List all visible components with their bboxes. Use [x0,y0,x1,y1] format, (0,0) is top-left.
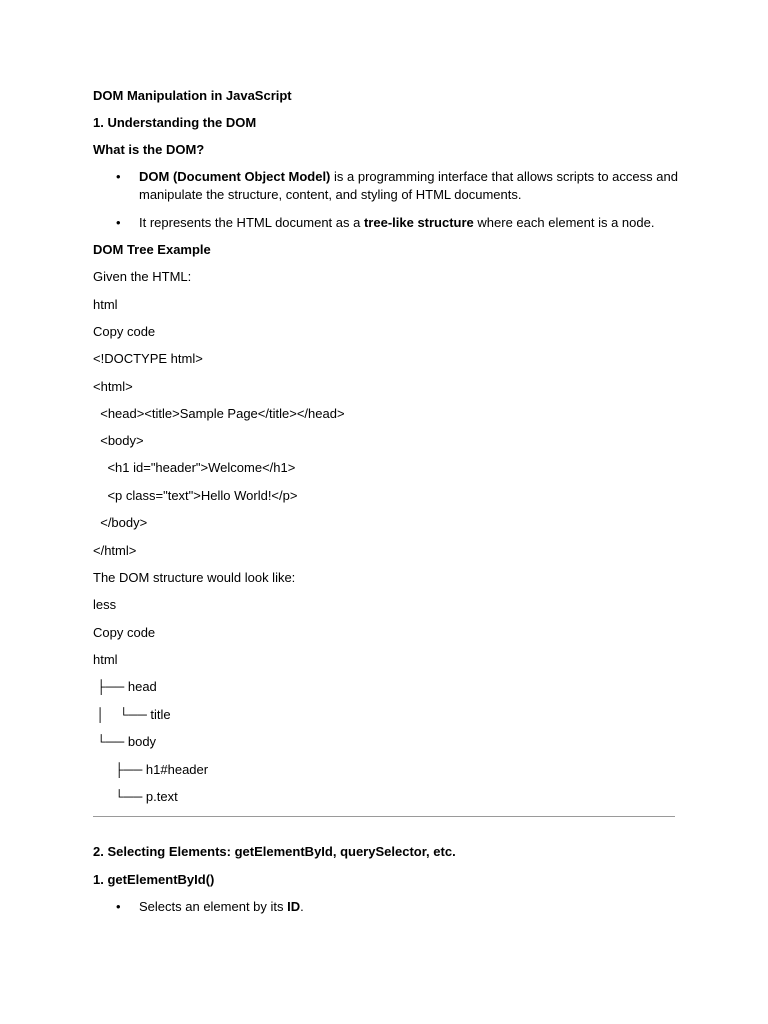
code-language-label: less [93,597,117,612]
bullet-icon: • [116,899,121,914]
subsection-heading-getelementbyid: 1. getElementById() [93,872,215,887]
bullet-text: It represents the HTML document as a [139,215,364,230]
copy-code-link[interactable]: Copy code [93,625,156,640]
section-heading-understanding-dom: 1. Understanding the DOM [93,115,257,130]
bullet-icon: • [116,215,121,230]
code-line: <!DOCTYPE html> [93,351,203,366]
code-line: </body> [93,515,148,530]
tree-line: └── body [93,734,157,749]
code-line: <body> [93,433,144,448]
code-line: <h1 id="header">Welcome</h1> [93,460,296,475]
bullet-tree-structure [139,214,684,232]
code-line: <html> [93,379,133,394]
tree-line: ├── h1#header [93,762,209,777]
bullet-selects-by-id [139,898,684,916]
copy-code-link[interactable]: Copy code [93,324,156,339]
bullet-bold-text: ID [287,899,301,914]
bullet-text: Selects an element by its [139,899,288,914]
tree-line: └── p.text [93,789,178,804]
subheading-dom-tree-example: DOM Tree Example [93,242,211,257]
bullet-icon: • [116,169,121,184]
code-language-label: html [93,297,118,312]
bullet-bold-text: tree-like structure [363,215,474,230]
code-line: <p class="text">Hello World!</p> [93,488,298,503]
code-line: <head><title>Sample Page</title></head> [93,406,345,421]
bullet-dom-term: DOM (Document Object Model) [139,169,331,184]
section-heading-selecting-elements: 2. Selecting Elements: getElementById, querySelector, etc. [93,844,456,859]
bullet-dom-description: is a programming interface that allows scripts to access and manipulate the structure, content, and styling of HTML documents. [139,169,678,202]
bullet-text: . [300,899,304,914]
code-line: </html> [93,543,137,558]
document-title: DOM Manipulation in JavaScript [93,88,292,103]
bullet-dom-definition [139,168,684,204]
subheading-what-is-dom: What is the DOM? [93,142,205,157]
dom-structure-text: The DOM structure would look like: [93,570,296,585]
horizontal-divider [93,816,675,817]
tree-line: html [93,652,118,667]
bullet-text: where each element is a node. [473,215,655,230]
tree-line: ├── head [93,679,157,694]
tree-line: │ └── title [93,707,171,722]
given-html-text: Given the HTML: [93,269,192,284]
